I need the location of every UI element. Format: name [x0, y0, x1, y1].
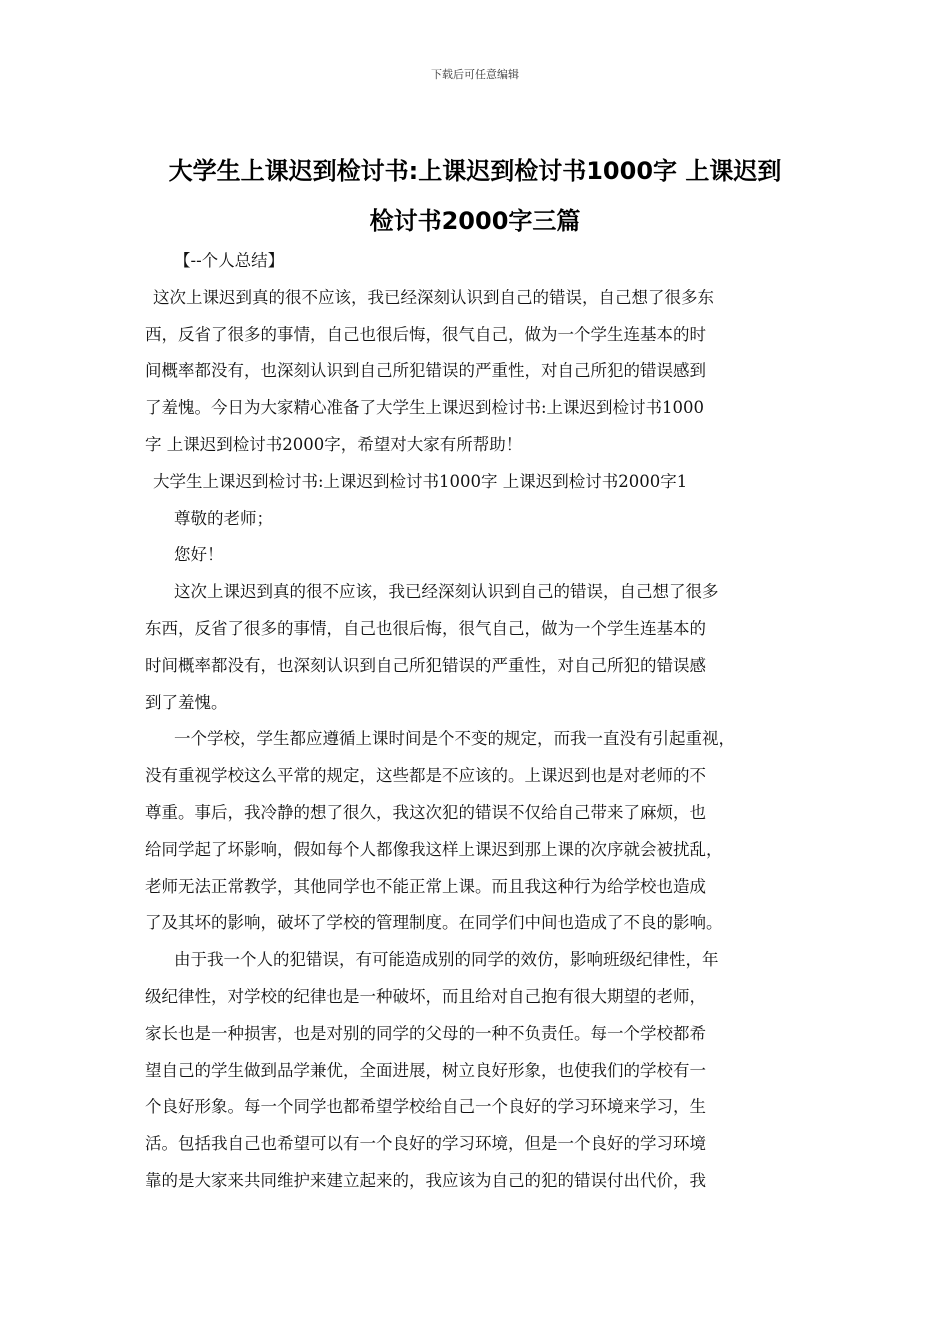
text-line: 由于我一个人的犯错误，有可能造成别的同学的效仿，影响班级纪律性，年 — [174, 950, 719, 970]
summary-label: 【--个人总结】 — [174, 251, 285, 270]
body-paragraph — [145, 721, 815, 942]
text-line: 老师无法正常教学，其他同学也不能正常上课。而且我这种行为给学校也造成 — [145, 876, 706, 896]
text-line: 望自己的学生做到品学兼优，全面进展，树立良好形象，也使我们的学校有一 — [145, 1060, 706, 1080]
text-line: 东西，反省了很多的事情，自己也很后悔，很气自己，做为一个学生连基本的 — [145, 618, 706, 638]
text-line: 间概率都没有，也深刻认识到自己所犯错误的严重性，对自己所犯的错误感到 — [145, 361, 706, 381]
text-line: 级纪律性，对学校的纪律也是一种破坏，而且给对自己抱有很大期望的老师， — [145, 986, 706, 1006]
text-line: 时间概率都没有，也深刻认识到自己所犯错误的严重性，对自己所犯的错误感 — [145, 655, 706, 675]
text-line: 靠的是大家来共同维护来建立起来的，我应该为自己的犯的错误付出代价，我 — [145, 1170, 706, 1190]
header-note: 下载后可任意编辑 — [431, 68, 519, 81]
text-line: 到了羞愧。 — [145, 692, 228, 712]
text-line: 给同学起了坏影响，假如每个人都像我这样上课迟到那上课的次序就会被扰乱， — [145, 839, 723, 859]
text-line: 家长也是一种损害，也是对别的同学的父母的一种不负责任。每一个学校都希 — [145, 1023, 706, 1043]
text-line: 这次上课迟到真的很不应该，我已经深刻认识到自己的错误，自己想了很多东 — [153, 287, 714, 307]
body-paragraph — [145, 574, 815, 721]
intro-paragraph — [145, 280, 815, 464]
document-body — [145, 243, 815, 1200]
body-paragraph — [145, 942, 815, 1200]
text-line: 西，反省了很多的事情，自己也很后悔，很气自己，做为一个学生连基本的时 — [145, 324, 706, 344]
section-heading: 大学生上课迟到检讨书:上课迟到检讨书1000字 上课迟到检讨书2000字1 — [153, 471, 688, 491]
text-line: 一个学校，学生都应遵循上课时间是个不变的规定，而我一直没有引起重视， — [174, 729, 735, 749]
text-line: 这次上课迟到真的很不应该，我已经深刻认识到自己的错误，自己想了很多 — [174, 582, 719, 602]
document-title — [130, 146, 820, 246]
salutation: 您好！ — [174, 545, 224, 565]
text-line: 没有重视学校这么平常的规定，这些都是不应该的。上课迟到也是对老师的不 — [145, 766, 706, 786]
greeting: 尊敬的老师； — [174, 508, 273, 528]
text-line: 尊重。事后，我冷静的想了很久，我这次犯的错误不仅给自己带来了麻烦，也 — [145, 802, 706, 822]
text-line: 了及其坏的影响，破坏了学校的管理制度。在同学们中间也造成了不良的影响。 — [145, 913, 723, 933]
text-line: 个良好形象。每一个同学也都希望学校给自己一个良好的学习环境来学习，生 — [145, 1097, 706, 1117]
text-line: 了羞愧。今日为大家精心准备了大学生上课迟到检讨书:上课迟到检讨书1000 — [145, 398, 705, 418]
title-line: 检讨书2000字三篇 — [369, 207, 581, 235]
text-line: 字 上课迟到检讨书2000字，希望对大家有所帮助！ — [145, 434, 523, 454]
text-line: 活。包括我自己也希望可以有一个良好的学习环境，但是一个良好的学习环境 — [145, 1134, 706, 1154]
title-line: 大学生上课迟到检讨书:上课迟到检讨书1000字 上课迟到 — [168, 157, 782, 185]
